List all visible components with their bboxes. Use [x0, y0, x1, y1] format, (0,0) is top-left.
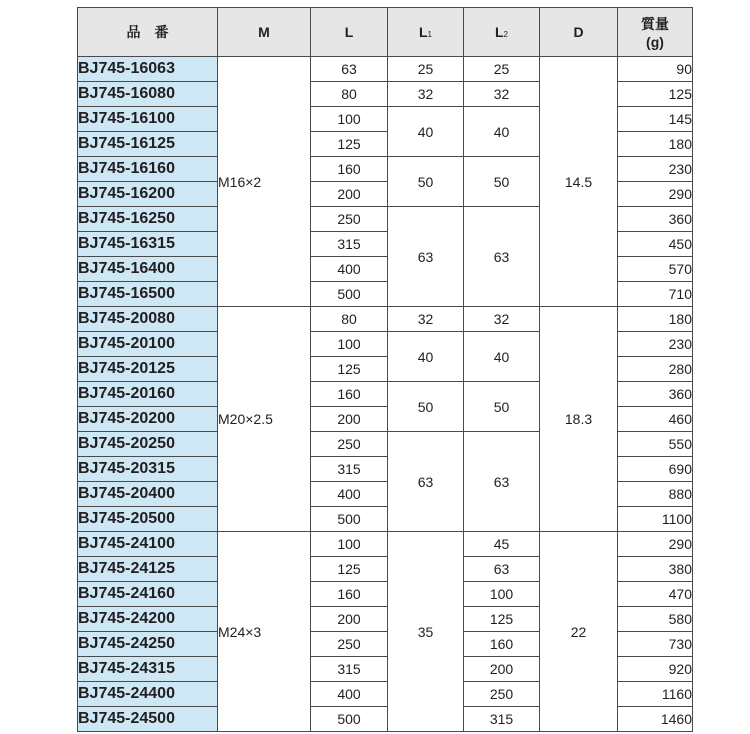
length-l: 250: [311, 632, 388, 657]
length-l: 400: [311, 682, 388, 707]
mass-value: 460: [618, 407, 693, 432]
mass-value: 1460: [618, 707, 693, 732]
mass-value: 180: [618, 307, 693, 332]
length-l: 125: [311, 557, 388, 582]
part-number: BJ745-16500: [78, 282, 218, 307]
length-l: 250: [311, 207, 388, 232]
thread-size: M16×2: [218, 57, 311, 307]
table-row: [78, 307, 693, 332]
length-l: 200: [311, 182, 388, 207]
part-number: BJ745-16100: [78, 107, 218, 132]
length-l2: 63: [464, 557, 540, 582]
header-mass-label: 質量: [641, 16, 669, 32]
part-number: BJ745-16250: [78, 207, 218, 232]
length-l: 250: [311, 432, 388, 457]
part-number: BJ745-24400: [78, 682, 218, 707]
part-number: BJ745-24250: [78, 632, 218, 657]
length-l2: 100: [464, 582, 540, 607]
length-l: 315: [311, 232, 388, 257]
header-d: D: [540, 8, 618, 57]
mass-value: 580: [618, 607, 693, 632]
length-l: 125: [311, 132, 388, 157]
table-row: [78, 57, 693, 82]
length-l1: 63: [388, 432, 464, 532]
length-l: 100: [311, 532, 388, 557]
diameter-d: 18.3: [540, 307, 618, 532]
length-l: 400: [311, 482, 388, 507]
length-l2: 50: [464, 157, 540, 207]
header-part-no: 品 番: [78, 8, 218, 57]
part-number: BJ745-16315: [78, 232, 218, 257]
mass-value: 920: [618, 657, 693, 682]
mass-value: 180: [618, 132, 693, 157]
length-l1: 50: [388, 157, 464, 207]
length-l: 315: [311, 657, 388, 682]
length-l1: 40: [388, 332, 464, 382]
mass-value: 290: [618, 182, 693, 207]
length-l: 200: [311, 607, 388, 632]
part-number: BJ745-16200: [78, 182, 218, 207]
header-l1-main: L: [418, 24, 428, 40]
part-number: BJ745-20080: [78, 307, 218, 332]
length-l: 160: [311, 382, 388, 407]
header-l2: [464, 8, 540, 57]
part-number: BJ745-20315: [78, 457, 218, 482]
length-l1: 25: [388, 57, 464, 82]
mass-value: 880: [618, 482, 693, 507]
length-l2: 25: [464, 57, 540, 82]
length-l2: 32: [464, 82, 540, 107]
spec-table: [77, 7, 693, 732]
diameter-d: 22: [540, 532, 618, 732]
part-number: BJ745-16080: [78, 82, 218, 107]
length-l1: 40: [388, 107, 464, 157]
header-l2-main: L: [494, 24, 504, 40]
length-l2: 200: [464, 657, 540, 682]
length-l: 160: [311, 582, 388, 607]
length-l1: 63: [388, 207, 464, 307]
length-l1: 32: [388, 307, 464, 332]
mass-value: 125: [618, 82, 693, 107]
mass-value: 360: [618, 207, 693, 232]
length-l2: 315: [464, 707, 540, 732]
length-l: 315: [311, 457, 388, 482]
part-number: BJ745-20100: [78, 332, 218, 357]
part-number: BJ745-20160: [78, 382, 218, 407]
part-number: BJ745-20400: [78, 482, 218, 507]
part-number: BJ745-16125: [78, 132, 218, 157]
mass-value: 470: [618, 582, 693, 607]
length-l2: 40: [464, 332, 540, 382]
part-number: BJ745-24160: [78, 582, 218, 607]
header-l1-sub: 1: [427, 30, 432, 39]
length-l: 160: [311, 157, 388, 182]
header-mass-unit: (g): [646, 34, 664, 50]
mass-value: 380: [618, 557, 693, 582]
part-number: BJ745-20125: [78, 357, 218, 382]
table-row: [78, 532, 693, 557]
part-number: BJ745-24100: [78, 532, 218, 557]
mass-value: 450: [618, 232, 693, 257]
mass-value: 690: [618, 457, 693, 482]
header-row: [78, 8, 693, 57]
header-m: M: [218, 8, 311, 57]
mass-value: 145: [618, 107, 693, 132]
length-l: 100: [311, 332, 388, 357]
length-l2: 63: [464, 207, 540, 307]
part-number: BJ745-24315: [78, 657, 218, 682]
length-l: 500: [311, 507, 388, 532]
part-number: BJ745-16160: [78, 157, 218, 182]
length-l: 400: [311, 257, 388, 282]
length-l2: 63: [464, 432, 540, 532]
part-number: BJ745-24500: [78, 707, 218, 732]
mass-value: 360: [618, 382, 693, 407]
thread-size: M24×3: [218, 532, 311, 732]
diameter-d: 14.5: [540, 57, 618, 307]
length-l2: 125: [464, 607, 540, 632]
part-number: BJ745-16063: [78, 57, 218, 82]
length-l: 500: [311, 707, 388, 732]
length-l: 63: [311, 57, 388, 82]
length-l2: 45: [464, 532, 540, 557]
length-l: 200: [311, 407, 388, 432]
part-number: BJ745-16400: [78, 257, 218, 282]
length-l: 125: [311, 357, 388, 382]
part-number: BJ745-24125: [78, 557, 218, 582]
length-l: 500: [311, 282, 388, 307]
header-l: L: [311, 8, 388, 57]
part-number: BJ745-24200: [78, 607, 218, 632]
length-l1: 32: [388, 82, 464, 107]
length-l1: 35: [388, 532, 464, 732]
mass-value: 1160: [618, 682, 693, 707]
mass-value: 290: [618, 532, 693, 557]
length-l2: 40: [464, 107, 540, 157]
length-l2: 160: [464, 632, 540, 657]
mass-value: 550: [618, 432, 693, 457]
mass-value: 710: [618, 282, 693, 307]
length-l: 80: [311, 82, 388, 107]
thread-size: M20×2.5: [218, 307, 311, 532]
header-l2-sub: 2: [503, 30, 508, 39]
length-l2: 250: [464, 682, 540, 707]
mass-value: 90: [618, 57, 693, 82]
part-number: BJ745-20200: [78, 407, 218, 432]
length-l2: 32: [464, 307, 540, 332]
part-number: BJ745-20250: [78, 432, 218, 457]
mass-value: 230: [618, 157, 693, 182]
part-number: BJ745-20500: [78, 507, 218, 532]
mass-value: 280: [618, 357, 693, 382]
header-l1: [388, 8, 464, 57]
header-mass: [618, 8, 693, 57]
length-l: 80: [311, 307, 388, 332]
mass-value: 570: [618, 257, 693, 282]
mass-value: 1100: [618, 507, 693, 532]
mass-value: 230: [618, 332, 693, 357]
length-l: 100: [311, 107, 388, 132]
length-l2: 50: [464, 382, 540, 432]
length-l1: 50: [388, 382, 464, 432]
mass-value: 730: [618, 632, 693, 657]
